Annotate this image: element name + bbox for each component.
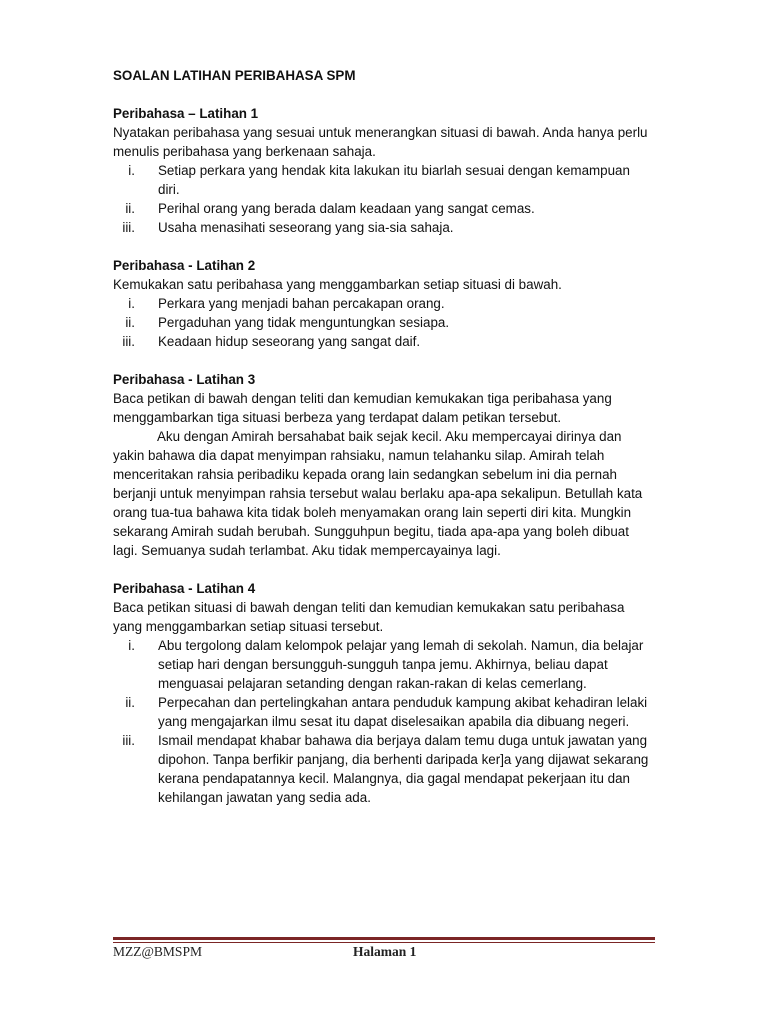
question-list bbox=[113, 636, 653, 807]
section-instruction: Baca petikan situasi di bawah dengan teliti dan kemudian kemukakan satu peribahasa yang menggambarkan setiap situasi tersebut. bbox=[113, 600, 625, 634]
list-text: Pergaduhan yang tidak menguntungkan sesiapa. bbox=[158, 315, 450, 330]
list-text: Abu tergolong dalam kelompok pelajar yang lemah di sekolah. Namun, dia belajar setiap hari dengan bersungguh-sungguh tanpa jemu. Akhirnya, beliau dapat menguasai pelajaran setanding dengan rakan-rakan di kelas cemerlang. bbox=[158, 638, 644, 691]
list-item bbox=[113, 294, 653, 313]
question-list bbox=[113, 294, 653, 351]
section-latihan-3 bbox=[113, 370, 653, 560]
section-latihan-1 bbox=[113, 104, 653, 237]
section-instruction: Kemukakan satu peribahasa yang menggambarkan setiap situasi di bawah. bbox=[113, 277, 562, 292]
list-item bbox=[113, 161, 653, 199]
document-body bbox=[113, 66, 653, 826]
list-text: Usaha menasihati seseorang yang sia-sia sahaja. bbox=[158, 220, 454, 235]
section-latihan-2 bbox=[113, 256, 653, 351]
list-number: ii. bbox=[125, 695, 135, 710]
section-heading: Peribahasa - Latihan 3 bbox=[113, 372, 256, 387]
section-latihan-4 bbox=[113, 579, 653, 807]
list-text: Ismail mendapat khabar bahawa dia berjaya dalam temu duga untuk jawatan yang dipohon. Tanpa berfikir panjang, dia berhenti daripada ker]a yang dijawat sekarang kerana pendapatannya kecil. Malangnya, dia gagal mendapat pekerjaan itu dan kehilangan jawatan yang sedia ada. bbox=[158, 733, 649, 805]
section-heading: Peribahasa - Latihan 2 bbox=[113, 258, 256, 273]
list-number: i. bbox=[128, 163, 135, 178]
list-item bbox=[113, 731, 653, 807]
footer-page-number: Halaman 1 bbox=[353, 944, 417, 959]
list-item bbox=[113, 313, 653, 332]
list-number: ii. bbox=[125, 315, 135, 330]
list-number: iii. bbox=[122, 334, 135, 349]
list-item bbox=[113, 218, 653, 237]
list-number: iii. bbox=[122, 733, 135, 748]
footer-author: MZZ@BMSPM bbox=[113, 944, 202, 959]
list-item bbox=[113, 636, 653, 693]
list-number: ii. bbox=[125, 201, 135, 216]
list-item bbox=[113, 332, 653, 351]
list-text: Perkara yang menjadi bahan percakapan orang. bbox=[158, 296, 445, 311]
document-title: SOALAN LATIHAN PERIBAHASA SPM bbox=[113, 68, 356, 83]
list-text: Perpecahan dan pertelingkahan antara penduduk kampung akibat kehadiran lelaki yang mengajarkan ilmu sesat itu dapat diselesaikan apabila dia dibuang negeri. bbox=[158, 695, 648, 729]
section-instruction: Nyatakan peribahasa yang sesuai untuk menerangkan situasi di bawah. Anda hanya perlu menulis peribahasa yang berkenaan sahaja. bbox=[113, 125, 648, 159]
question-list bbox=[113, 161, 653, 237]
section-heading: Peribahasa – Latihan 1 bbox=[113, 106, 259, 121]
list-text: Perihal orang yang berada dalam keadaan yang sangat cemas. bbox=[158, 201, 535, 216]
list-text: Setiap perkara yang hendak kita lakukan itu biarlah sesuai dengan kemampuan diri. bbox=[158, 163, 630, 197]
footer-divider-thick bbox=[113, 937, 655, 940]
list-number: i. bbox=[128, 296, 135, 311]
list-number: i. bbox=[128, 638, 135, 653]
footer-divider-thin bbox=[113, 942, 655, 943]
section-heading: Peribahasa - Latihan 4 bbox=[113, 581, 256, 596]
list-number: iii. bbox=[122, 220, 135, 235]
list-item bbox=[113, 199, 653, 218]
reading-passage: Aku dengan Amirah bersahabat baik sejak kecil. Aku mempercayai dirinya dan yakin bahawa dia dapat menyimpan rahsiaku, namun telahanku silap. Amirah telah menceritakan rahsia peribadiku kepada orang lain sedangkan sebelum ini dia pernah berjanji untuk menyimpan rahsia tersebut walau berlaku apa-apa sekalipun. Betullah kata orang tua-tua bahawa kita tidak boleh menyamakan orang lain seperti diri kita. Mungkin sekarang Amirah sudah berubah. Sungguhpun begitu, tiada apa-apa yang boleh dibuat lagi. Semuanya sudah terlambat. Aku tidak mempercayainya lagi. bbox=[113, 429, 643, 558]
list-item bbox=[113, 693, 653, 731]
list-text: Keadaan hidup seseorang yang sangat daif. bbox=[158, 334, 421, 349]
section-instruction: Baca petikan di bawah dengan teliti dan kemudian kemukakan tiga peribahasa yang menggambarkan tiga situasi berbeza yang terdapat dalam petikan tersebut. bbox=[113, 391, 612, 425]
